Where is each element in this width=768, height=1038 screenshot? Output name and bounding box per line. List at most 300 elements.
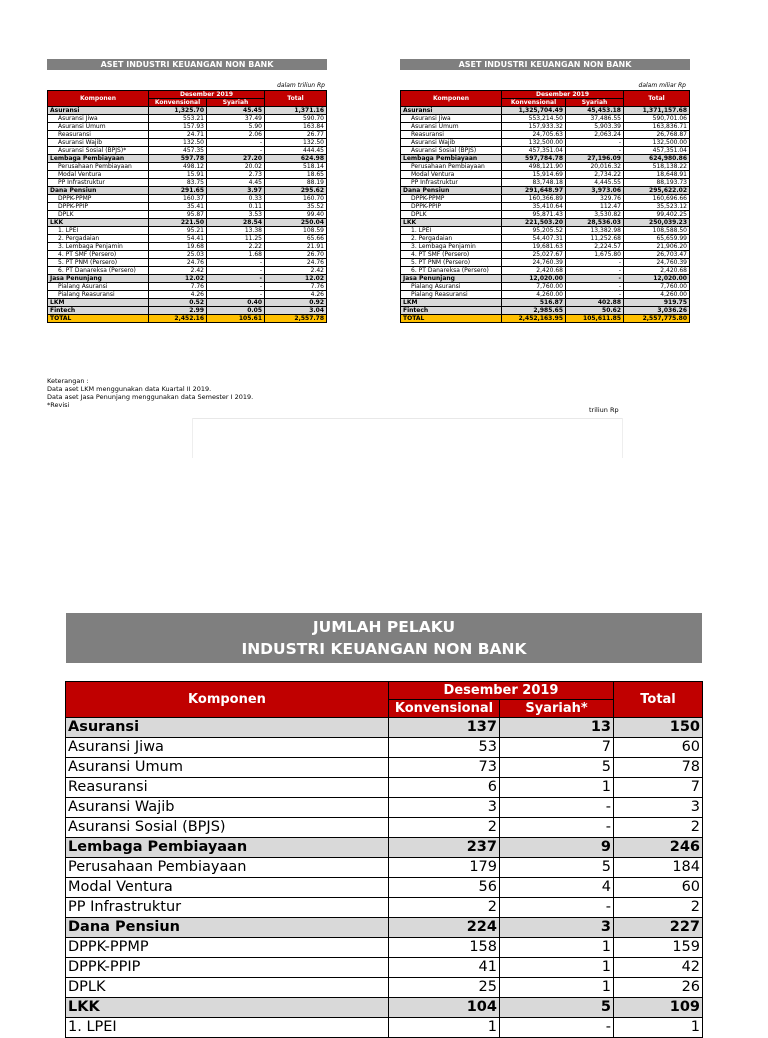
header-syariah: Syariah (207, 99, 265, 107)
cell-konvensional: 25.03 (149, 251, 207, 259)
cell-total: 12,020.00 (624, 275, 690, 283)
header-komponen: Komponen (66, 682, 389, 718)
cell-total: 2,420.68 (624, 267, 690, 275)
cell-total: 250,039.23 (624, 219, 690, 227)
cell-total: 2.42 (265, 267, 327, 275)
cell-total: 99.40 (265, 211, 327, 219)
table-row (48, 291, 327, 299)
cell-total: 7 (614, 778, 703, 798)
table-row (401, 235, 690, 243)
cell-total: 159 (614, 938, 703, 958)
cell-syariah: - (566, 139, 624, 147)
cell-konvensional: 2,420.68 (502, 267, 566, 275)
cell-syariah: 50.62 (566, 307, 624, 315)
cell-konvensional: 237 (389, 838, 500, 858)
cell-total: 65.66 (265, 235, 327, 243)
cell-total: 457,351.04 (624, 147, 690, 155)
cell-syariah: 13,382.98 (566, 227, 624, 235)
cell-syariah: 27.20 (207, 155, 265, 163)
notes-unit: triliun Rp (589, 406, 619, 414)
row-label: Lembaga Pembiayaan (48, 155, 149, 163)
notes (47, 377, 253, 409)
cell-konvensional: 95.21 (149, 227, 207, 235)
row-label: DPPK-PPMP (66, 938, 389, 958)
table-row (401, 315, 690, 323)
divider (192, 418, 193, 458)
cell-total: 518.14 (265, 163, 327, 171)
cell-konvensional: 157,933.32 (502, 123, 566, 131)
cell-konvensional: 53 (389, 738, 500, 758)
cell-konvensional: 7.76 (149, 283, 207, 291)
row-label: Asuransi Umum (66, 758, 389, 778)
row-label: Dana Pensiun (66, 918, 389, 938)
cell-konvensional: 19,681.63 (502, 243, 566, 251)
cell-total: 163,836.71 (624, 123, 690, 131)
row-label: DPPK-PPMP (48, 195, 149, 203)
row-label: 6. PT Danareksa (Persero) (48, 267, 149, 275)
cell-syariah: 28.54 (207, 219, 265, 227)
header-total: Total (265, 91, 327, 107)
cell-konvensional: 2.42 (149, 267, 207, 275)
divider (622, 418, 623, 458)
header-period: Desember 2019 (502, 91, 624, 99)
cell-syariah: 105,611.85 (566, 315, 624, 323)
cell-syariah: 2.73 (207, 171, 265, 179)
cell-syariah: 4 (500, 878, 614, 898)
table-row (48, 251, 327, 259)
row-label: LKK (401, 219, 502, 227)
table-row (401, 203, 690, 211)
cell-total: 4,260.00 (624, 291, 690, 299)
cell-total: 150 (614, 718, 703, 738)
cell-konvensional: 95,871.43 (502, 211, 566, 219)
cell-syariah: 0.33 (207, 195, 265, 203)
header-konvensional: Konvensional (389, 700, 500, 718)
cell-total: 3 (614, 798, 703, 818)
table-row (401, 163, 690, 171)
aset-left-title: ASET INDUSTRI KEUANGAN NON BANK (47, 59, 327, 70)
row-label: PP Infrastruktur (48, 179, 149, 187)
cell-syariah: - (566, 267, 624, 275)
row-label: Modal Ventura (66, 878, 389, 898)
row-label: Pialang Reasuransi (401, 291, 502, 299)
table-row (48, 195, 327, 203)
cell-total: 295.62 (265, 187, 327, 195)
row-label: PP Infrastruktur (401, 179, 502, 187)
cell-total: 88.19 (265, 179, 327, 187)
cell-syariah: 20.02 (207, 163, 265, 171)
cell-total: 160,696.66 (624, 195, 690, 203)
cell-konvensional: 1,325,704.49 (502, 107, 566, 115)
cell-konvensional: 24.71 (149, 131, 207, 139)
cell-konvensional: 132,500.00 (502, 139, 566, 147)
cell-total: 21,906.20 (624, 243, 690, 251)
cell-total: 26,768.87 (624, 131, 690, 139)
cell-konvensional: 291.65 (149, 187, 207, 195)
cell-konvensional: 179 (389, 858, 500, 878)
cell-konvensional: 41 (389, 958, 500, 978)
cell-syariah: 105.61 (207, 315, 265, 323)
cell-syariah: - (566, 283, 624, 291)
cell-total: 227 (614, 918, 703, 938)
table-row (48, 155, 327, 163)
cell-konvensional: 4,260.00 (502, 291, 566, 299)
cell-total: 12.02 (265, 275, 327, 283)
row-label: Pialang Asuransi (401, 283, 502, 291)
table-row (401, 251, 690, 259)
row-label: Jasa Penunjang (48, 275, 149, 283)
cell-total: 160.70 (265, 195, 327, 203)
table-row (66, 878, 703, 898)
table-row (401, 171, 690, 179)
cell-total: 26.70 (265, 251, 327, 259)
row-label: DPPK-PPIP (66, 958, 389, 978)
cell-syariah: 9 (500, 838, 614, 858)
cell-total: 2,557,775.80 (624, 315, 690, 323)
cell-konvensional: 24,760.39 (502, 259, 566, 267)
cell-total: 60 (614, 878, 703, 898)
cell-total: 108.59 (265, 227, 327, 235)
table-row (48, 299, 327, 307)
cell-konvensional: 137 (389, 718, 500, 738)
cell-konvensional: 15.91 (149, 171, 207, 179)
cell-total: 88,193.73 (624, 179, 690, 187)
row-label: Asuransi Jiwa (48, 115, 149, 123)
cell-total: 624.98 (265, 155, 327, 163)
table-row (48, 171, 327, 179)
row-label: 1. LPEI (48, 227, 149, 235)
table-row (401, 123, 690, 131)
table-row (66, 738, 703, 758)
header-period: Desember 2019 (389, 682, 614, 700)
row-label: 2. Pergadaian (48, 235, 149, 243)
note-line: Data aset LKM menggunakan data Kuartal II 2019. (47, 385, 212, 393)
row-label: LKM (48, 299, 149, 307)
cell-syariah: 2.06 (207, 131, 265, 139)
table-row (48, 243, 327, 251)
cell-total: 919.75 (624, 299, 690, 307)
cell-konvensional: 0.52 (149, 299, 207, 307)
table-row (48, 235, 327, 243)
cell-total: 108,588.50 (624, 227, 690, 235)
cell-konvensional: 291,648.97 (502, 187, 566, 195)
table-row (48, 163, 327, 171)
aset-right-title: ASET INDUSTRI KEUANGAN NON BANK (400, 59, 690, 70)
cell-konvensional: 2.99 (149, 307, 207, 315)
row-label: Asuransi Sosial (BPJS) (401, 147, 502, 155)
cell-total: 246 (614, 838, 703, 858)
row-label: LKK (48, 219, 149, 227)
cell-total: 21.91 (265, 243, 327, 251)
row-label: 3. Lembaga Penjamin (48, 243, 149, 251)
cell-konvensional: 553.21 (149, 115, 207, 123)
cell-total: 250.04 (265, 219, 327, 227)
cell-konvensional: 104 (389, 998, 500, 1018)
row-label: Fintech (401, 307, 502, 315)
row-label: Asuransi (66, 718, 389, 738)
row-label: Lembaga Pembiayaan (401, 155, 502, 163)
cell-total: 132.50 (265, 139, 327, 147)
table-row (48, 179, 327, 187)
cell-konvensional: 54,407.31 (502, 235, 566, 243)
cell-syariah: 1 (500, 778, 614, 798)
table-row (66, 1018, 703, 1038)
pelaku-title-line2: INDUSTRI KEUANGAN NON BANK (241, 640, 527, 658)
cell-syariah: 2,063.24 (566, 131, 624, 139)
cell-total: 518,138.22 (624, 163, 690, 171)
table-row (48, 275, 327, 283)
cell-konvensional: 2,985.65 (502, 307, 566, 315)
row-label: DPPK-PPMP (401, 195, 502, 203)
cell-total: 0.92 (265, 299, 327, 307)
cell-total: 1 (614, 1018, 703, 1038)
table-row (401, 291, 690, 299)
cell-konvensional: 457,351.04 (502, 147, 566, 155)
cell-konvensional: 95,205.52 (502, 227, 566, 235)
cell-total: 60 (614, 738, 703, 758)
cell-total: 1,371,157.68 (624, 107, 690, 115)
cell-syariah: 112.47 (566, 203, 624, 211)
cell-total: 2 (614, 898, 703, 918)
cell-syariah: 5.90 (207, 123, 265, 131)
header-period: Desember 2019 (149, 91, 265, 99)
row-label: Asuransi (48, 107, 149, 115)
table-row (401, 155, 690, 163)
row-label: 4. PT SMF (Persero) (401, 251, 502, 259)
table-row (48, 147, 327, 155)
cell-syariah: 5 (500, 758, 614, 778)
aset-right-table (400, 90, 690, 323)
cell-total: 26.77 (265, 131, 327, 139)
row-label: 5. PT PNM (Persero) (48, 259, 149, 267)
cell-total: 18.65 (265, 171, 327, 179)
table-row (66, 718, 703, 738)
cell-syariah: 0.05 (207, 307, 265, 315)
table-row (401, 283, 690, 291)
cell-syariah: - (500, 818, 614, 838)
cell-konvensional: 132.50 (149, 139, 207, 147)
cell-syariah: 4,445.55 (566, 179, 624, 187)
cell-konvensional: 12,020.00 (502, 275, 566, 283)
cell-konvensional: 12.02 (149, 275, 207, 283)
cell-syariah: 1 (500, 958, 614, 978)
row-label: 6. PT Danareksa (Persero) (401, 267, 502, 275)
cell-konvensional: 160.37 (149, 195, 207, 203)
aset-left-table (47, 90, 327, 323)
cell-konvensional: 35.41 (149, 203, 207, 211)
cell-total: 3,036.26 (624, 307, 690, 315)
cell-konvensional: 25,027.67 (502, 251, 566, 259)
row-label: 2. Pergadaian (401, 235, 502, 243)
table-row (401, 147, 690, 155)
cell-konvensional: 2 (389, 818, 500, 838)
cell-total: 42 (614, 958, 703, 978)
aset-right-unit: dalam miliar Rp (638, 82, 686, 89)
row-label: Modal Ventura (401, 171, 502, 179)
cell-konvensional: 597.78 (149, 155, 207, 163)
row-label: Asuransi Umum (48, 123, 149, 131)
table-row (66, 918, 703, 938)
cell-syariah: 13 (500, 718, 614, 738)
table-row (48, 139, 327, 147)
cell-syariah: 2,734.22 (566, 171, 624, 179)
cell-konvensional: 35,410.64 (502, 203, 566, 211)
cell-syariah: 45.45 (207, 107, 265, 115)
cell-syariah: 402.88 (566, 299, 624, 307)
cell-syariah: 4.45 (207, 179, 265, 187)
row-label: 3. Lembaga Penjamin (401, 243, 502, 251)
cell-total: 109 (614, 998, 703, 1018)
row-label: TOTAL (401, 315, 502, 323)
table-row (401, 115, 690, 123)
header-komponen: Komponen (401, 91, 502, 107)
cell-total: 132,500.00 (624, 139, 690, 147)
table-row (48, 211, 327, 219)
table-row (48, 315, 327, 323)
table-row (66, 858, 703, 878)
table-row (48, 203, 327, 211)
cell-konvensional: 15,914.69 (502, 171, 566, 179)
aset-left-unit: dalam triliun Rp (277, 82, 325, 89)
table-row (48, 187, 327, 195)
table-row (48, 123, 327, 131)
table-row (66, 958, 703, 978)
table-row (401, 139, 690, 147)
cell-konvensional: 83.75 (149, 179, 207, 187)
table-row (48, 131, 327, 139)
pelaku-table (65, 681, 703, 1038)
cell-konvensional: 498,121.90 (502, 163, 566, 171)
table-row (401, 259, 690, 267)
row-label: DPPK-PPIP (48, 203, 149, 211)
row-label: Reasuransi (66, 778, 389, 798)
cell-syariah: 20,016.32 (566, 163, 624, 171)
cell-konvensional: 1,325.70 (149, 107, 207, 115)
row-label: Dana Pensiun (48, 187, 149, 195)
header-syariah: Syariah* (500, 700, 614, 718)
cell-syariah: 3 (500, 918, 614, 938)
cell-total: 26,703.47 (624, 251, 690, 259)
cell-total: 24,760.39 (624, 259, 690, 267)
row-label: DPPK-PPIP (401, 203, 502, 211)
table-row (48, 283, 327, 291)
table-row (48, 227, 327, 235)
table-row (66, 758, 703, 778)
cell-konvensional: 498.12 (149, 163, 207, 171)
cell-total: 35.52 (265, 203, 327, 211)
cell-konvensional: 73 (389, 758, 500, 778)
cell-syariah: 1 (500, 938, 614, 958)
cell-konvensional: 4.26 (149, 291, 207, 299)
cell-total: 590.70 (265, 115, 327, 123)
row-label: DPLK (66, 978, 389, 998)
cell-konvensional: 19.68 (149, 243, 207, 251)
note-line: Keterangan : (47, 377, 89, 385)
cell-syariah: - (207, 283, 265, 291)
header-total: Total (624, 91, 690, 107)
cell-syariah: 5,903.39 (566, 123, 624, 131)
row-label: LKM (401, 299, 502, 307)
table-row (66, 978, 703, 998)
row-label: Modal Ventura (48, 171, 149, 179)
table-row (401, 179, 690, 187)
cell-syariah: 3,973.06 (566, 187, 624, 195)
table-row (401, 243, 690, 251)
table-row (401, 195, 690, 203)
cell-konvensional: 1 (389, 1018, 500, 1038)
cell-syariah: 45,453.18 (566, 107, 624, 115)
cell-konvensional: 24.76 (149, 259, 207, 267)
cell-syariah: 1 (500, 978, 614, 998)
cell-total: 184 (614, 858, 703, 878)
cell-syariah: - (566, 259, 624, 267)
row-label: Asuransi Umum (401, 123, 502, 131)
cell-syariah: 37,486.55 (566, 115, 624, 123)
table-row (66, 998, 703, 1018)
cell-konvensional: 457.35 (149, 147, 207, 155)
cell-syariah: 11.25 (207, 235, 265, 243)
cell-total: 2 (614, 818, 703, 838)
table-row (401, 299, 690, 307)
cell-konvensional: 6 (389, 778, 500, 798)
row-label: Reasuransi (48, 131, 149, 139)
cell-konvensional: 24,705.63 (502, 131, 566, 139)
pelaku-body (66, 718, 703, 1038)
cell-total: 26 (614, 978, 703, 998)
cell-syariah: 5 (500, 998, 614, 1018)
row-label: Perusahaan Pembiayaan (401, 163, 502, 171)
cell-total: 2,557.78 (265, 315, 327, 323)
cell-syariah: 3.97 (207, 187, 265, 195)
header-konvensional: Konvensional (149, 99, 207, 107)
cell-syariah: 0.40 (207, 299, 265, 307)
cell-syariah: - (566, 147, 624, 155)
table-row (66, 898, 703, 918)
cell-konvensional: 157.93 (149, 123, 207, 131)
cell-syariah: - (207, 267, 265, 275)
table-row (48, 115, 327, 123)
table-row (66, 818, 703, 838)
cell-konvensional: 83,748.18 (502, 179, 566, 187)
row-label: TOTAL (48, 315, 149, 323)
cell-konvensional: 597,784.78 (502, 155, 566, 163)
cell-total: 35,523.12 (624, 203, 690, 211)
cell-total: 7,760.00 (624, 283, 690, 291)
divider (192, 418, 622, 419)
row-label: Asuransi Wajib (401, 139, 502, 147)
row-label: Pialang Reasuransi (48, 291, 149, 299)
row-label: DPLK (401, 211, 502, 219)
cell-konvensional: 3 (389, 798, 500, 818)
row-label: Perusahaan Pembiayaan (66, 858, 389, 878)
cell-konvensional: 56 (389, 878, 500, 898)
row-label: Jasa Penunjang (401, 275, 502, 283)
cell-total: 99,402.25 (624, 211, 690, 219)
cell-total: 24.76 (265, 259, 327, 267)
row-label: 5. PT PNM (Persero) (401, 259, 502, 267)
cell-konvensional: 95.87 (149, 211, 207, 219)
cell-syariah: 329.76 (566, 195, 624, 203)
pelaku-title-line1: JUMLAH PELAKU (312, 618, 456, 636)
cell-konvensional: 2,452.16 (149, 315, 207, 323)
table-row (401, 275, 690, 283)
row-label: Asuransi Sosial (BPJS) (66, 818, 389, 838)
row-label: 4. PT SMF (Persero) (48, 251, 149, 259)
header-komponen: Komponen (48, 91, 149, 107)
cell-total: 295,622.02 (624, 187, 690, 195)
header-konvensional: Konvensional (502, 99, 566, 107)
cell-total: 1,371.16 (265, 107, 327, 115)
